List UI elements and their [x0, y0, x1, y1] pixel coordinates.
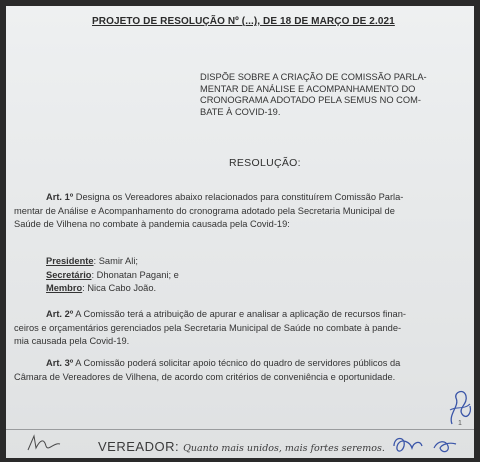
article-text: A Comissão terá a atribuição de apurar e analisar a aplicação de recursos finan- — [73, 309, 406, 319]
members-list — [46, 255, 179, 296]
document-page — [6, 6, 474, 458]
ementa-line: DISPÕE SOBRE A CRIAÇÃO DE COMISSÃO PARLA- — [200, 72, 427, 82]
ementa — [200, 72, 466, 118]
article-1 — [14, 191, 470, 232]
article-text: Designa os Vereadores abaixo relacionados para constituírem Comissão Parla- — [73, 192, 404, 202]
article-text: ceiros e orçamentários gerenciados pela Secretaria Municipal de Saúde no combate à pande- — [14, 322, 402, 333]
article-text: Saúde de Vilhena no combate à pandemia causada pela Covid-19: — [14, 219, 290, 229]
member-member: Membro: Nica Cabo João. — [46, 283, 157, 293]
article-2 — [14, 308, 470, 349]
footer — [98, 438, 385, 456]
footer-label: VEREADOR: — [98, 439, 180, 454]
document-title: PROJETO DE RESOLUÇÃO Nº (...), DE 18 DE MARÇO DE 2.021 — [92, 16, 395, 27]
article-2-label: Art. 2º — [46, 309, 74, 319]
page-number: 1 — [458, 420, 462, 427]
article-text: mia causada pela Covid-19. — [14, 336, 130, 346]
footer-divider — [6, 429, 474, 430]
article-text: A Comissão poderá solicitar apoio técnico do quadro de servidores públicos da — [73, 358, 401, 368]
ementa-line: BATE À COVID-19. — [200, 106, 281, 117]
ementa-line: MENTAR DE ANÁLISE E ACOMPANHAMENTO DO — [200, 83, 416, 94]
resolution-heading: RESOLUÇÃO: — [229, 157, 301, 169]
article-text: mentar de Análise e Acompanhamento do cronograma adotado pela Secretaria Municipal de — [14, 205, 395, 216]
ementa-line: CRONOGRAMA ADOTADO PELA SEMUS NO COM- — [200, 95, 421, 106]
footer-signature-left — [24, 430, 64, 456]
article-3 — [14, 357, 470, 384]
footer-signature-right — [390, 432, 460, 456]
member-secretary: Secretário: Dhonatan Pagani; e — [46, 269, 179, 280]
member-president: Presidente: Samir Ali; — [46, 256, 138, 266]
article-1-label: Art. 1º — [46, 192, 74, 202]
article-3-label: Art. 3º — [46, 358, 74, 368]
footer-motto: Quanto mais unidos, mais fortes seremos. — [183, 443, 385, 454]
article-text: Câmara de Vereadores de Vilhena, de acordo com critérios de conveniência e oportunidade. — [14, 371, 396, 382]
